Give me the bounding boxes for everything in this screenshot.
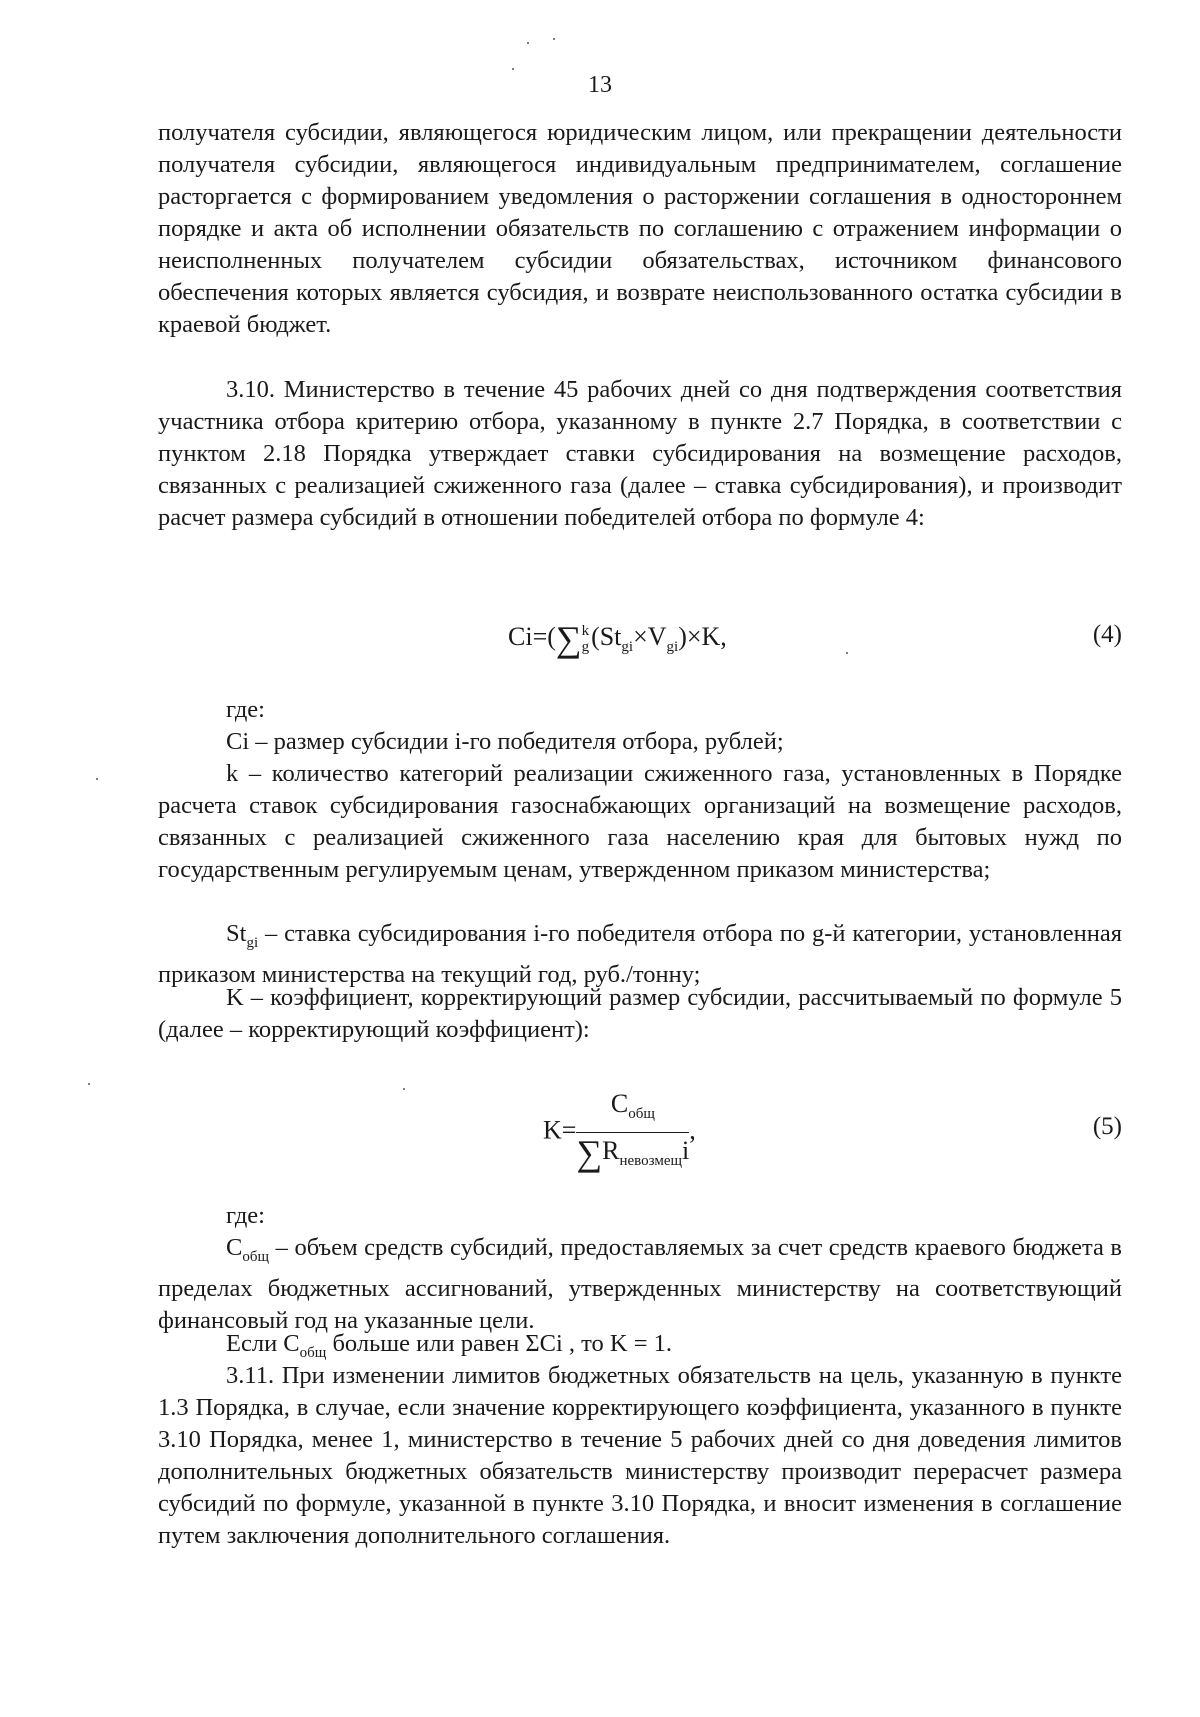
formula-4-sigma: ∑	[555, 619, 582, 659]
scan-speck	[96, 778, 98, 780]
condition-sub: общ	[299, 1345, 327, 1361]
formula-5-den-i: i	[682, 1136, 690, 1165]
condition-post: больше или равен ΣCi , то K = 1.	[326, 1330, 673, 1357]
formula-4-times-v: ×V	[633, 622, 667, 651]
scan-speck	[512, 68, 514, 70]
condition-pre: Если C	[226, 1330, 300, 1357]
formula-4-sigma-upper: k	[581, 623, 590, 640]
formula-5-num-c: C	[610, 1089, 629, 1118]
paragraph-3-11: 3.11. При изменении лимитов бюджетных обязательств на цель, указанную в пункте 1.3 Порядка, в случае, если значение корректирующего коэффициента, указанного в пункте 3.10 Порядка, менее 1, министерство в течение 5 рабочих дней со дня доведения лимитов дополнительных бюджетных обязательств министерству производит перерасчет размера субсидий по формуле, указанной в пункте 3.10 Порядка, и вносит изменения в соглашение путем заключения дополнительного соглашения.	[158, 1362, 1122, 1549]
definition-c-text: – объем средств субсидий, предоставляемых за счет средств краевого бюджета в пределах бюджетных ассигнований, утвержденных министерству на соответствующий финансовый год на указанные цели.	[158, 1234, 1122, 1334]
formula-4-rest: )×K,	[678, 622, 727, 651]
definition-c	[158, 1232, 1122, 1337]
formula-5-lhs: K=	[543, 1115, 577, 1145]
where-label-1: где:	[226, 696, 265, 723]
formula-5-den-sub: невозмещ	[619, 1153, 683, 1169]
formula-4	[508, 621, 727, 663]
formula-5-number: (5)	[1092, 1113, 1122, 1140]
paragraph-3-10: 3.10. Министерство в течение 45 рабочих дней со дня подтверждения соответствия участника отбора критерию отбора, указанному в пункте 2.7 Порядка, в соответствии с пунктом 2.18 Порядка утверждает ставки субсидирования на возмещение расходов, связанных с реализацией сжиженного газа (далее – ставка субсидирования), и производит расчет размера субсидий в отношении победителей отбора по формуле 4:	[158, 376, 1122, 531]
where-label-2: где:	[226, 1202, 265, 1229]
scan-speck	[527, 42, 529, 44]
formula-4-v-sub: gi	[666, 639, 679, 655]
definition-st-symbol: St	[226, 920, 247, 947]
formula-5-num-sub: общ	[628, 1106, 655, 1122]
definition-c-sub: общ	[242, 1249, 270, 1265]
definition-k: k – количество категорий реализации сжиженного газа, установленных в Порядке расчета ставок субсидирования газоснабжающих организаций на возмещение расходов, связанных с реализацией сжиженного газа населению края для бытовых нужд по государственным регулируемым ценам, утвержденном приказом министерства;	[158, 760, 1122, 883]
scan-speck	[553, 38, 555, 40]
formula-5-sigma: ∑	[576, 1133, 603, 1173]
formula-5-numerator	[576, 1088, 689, 1133]
definition-st-sub: gi	[246, 935, 259, 951]
scan-speck	[846, 652, 848, 654]
definition-c-symbol: C	[226, 1234, 243, 1261]
formula-4-lhs: Ci=(	[508, 622, 556, 651]
formula-4-st-sub: gi	[621, 639, 634, 655]
definition-st-text: – ставка субсидирования i-го победителя отбора по g-й категории, установленная приказом министерства на текущий год, руб./тонну;	[158, 920, 1122, 988]
formula-5-fraction	[576, 1088, 689, 1177]
formula-4-number: (4)	[1092, 621, 1122, 648]
definition-K: K – коэффициент, корректирующий размер субсидии, рассчитываемый по формуле 5 (далее – корректирующий коэффициент):	[158, 984, 1122, 1043]
page-number: 13	[588, 72, 612, 98]
paragraph-continuation: получателя субсидии, являющегося юридическим лицом, или прекращении деятельности получателя субсидии, являющегося индивидуальным предпринимателем, соглашение расторгается с формированием уведомления о расторжении соглашения в одностороннем порядке и акта об исполнении обязательств по соглашению с отражением информации о неисполненных получателем субсидии обязательствах, источником финансового обеспечения которых является субсидия, и возврате неиспользованного остатка субсидии в краевой бюджет.	[158, 119, 1122, 338]
formula-5-den-r: R	[602, 1136, 620, 1165]
formula-5-tail: ,	[689, 1115, 696, 1145]
definition-st	[158, 918, 1122, 991]
formula-4-sigma-lower: g	[581, 639, 590, 656]
scan-speck	[88, 1083, 90, 1085]
formula-5	[543, 1088, 696, 1177]
formula-5-denominator	[576, 1133, 689, 1177]
formula-4-st: (St	[591, 622, 622, 651]
scan-speck	[403, 1088, 405, 1090]
definition-ci: Ci – размер субсидии i-го победителя отбора, рублей;	[226, 728, 784, 755]
